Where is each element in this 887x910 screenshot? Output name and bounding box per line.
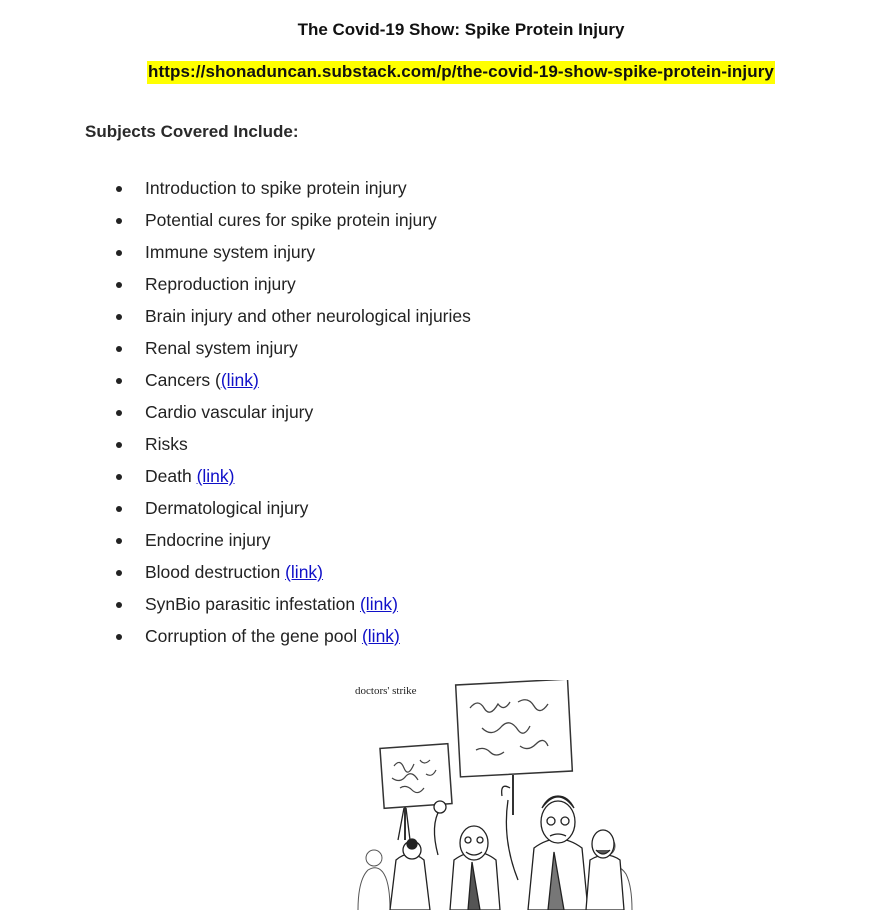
list-item-label: Potential cures for spike protein injury xyxy=(145,210,437,230)
bullet-icon xyxy=(116,634,122,640)
subjects-heading: Subjects Covered Include: xyxy=(85,122,299,141)
list-item-label: Cardio vascular injury xyxy=(145,402,314,422)
list-item-label: Blood destruction xyxy=(145,562,286,582)
bullet-icon xyxy=(116,378,122,384)
list-item-link[interactable]: (link) xyxy=(361,626,400,646)
bullet-icon xyxy=(116,570,122,576)
list-item-link[interactable]: (link) xyxy=(285,562,324,582)
bullet-icon xyxy=(116,538,122,544)
bullet-icon xyxy=(116,186,122,192)
list-item-label: Risks xyxy=(145,434,188,454)
bullet-icon xyxy=(116,250,122,256)
list-item-text xyxy=(145,271,296,298)
list-item-text xyxy=(145,303,471,330)
document-title: The Covid-19 Show: Spike Protein Injury xyxy=(297,20,625,39)
list-item-label: Corruption of the gene pool xyxy=(145,626,362,646)
list-item-link[interactable]: (link) xyxy=(196,466,235,486)
bullet-icon xyxy=(116,218,122,224)
highlighted-url[interactable]: https://shonaduncan.substack.com/p/the-covid-19-show-spike-protein-injury xyxy=(147,61,775,84)
bullet-icon xyxy=(116,410,122,416)
cartoon-caption: doctors' strike xyxy=(355,685,417,697)
list-item-text xyxy=(145,495,308,522)
bullet-icon xyxy=(116,282,122,288)
list-item-text xyxy=(145,367,259,394)
list-item-label: Endocrine injury xyxy=(145,530,271,550)
list-item-text xyxy=(145,175,407,202)
list-item-label: Death xyxy=(145,466,197,486)
list-item-link[interactable]: (link) xyxy=(220,370,259,390)
bullet-icon xyxy=(116,314,122,320)
doctors-strike-cartoon xyxy=(350,680,635,910)
list-item-label: Dermatological injury xyxy=(145,498,309,518)
list-item-text xyxy=(145,207,437,234)
bullet-icon xyxy=(116,442,122,448)
list-item-label: Cancers ( xyxy=(145,370,221,390)
bullet-icon xyxy=(116,602,122,608)
list-item-label: Immune system injury xyxy=(145,242,316,262)
bullet-icon xyxy=(116,346,122,352)
protest-sign-right xyxy=(456,680,573,815)
url-line xyxy=(0,61,887,84)
list-item-text xyxy=(145,335,298,362)
list-item-text xyxy=(145,623,400,650)
list-item-label: SynBio parasitic infestation xyxy=(145,594,360,614)
list-item-text xyxy=(145,239,315,266)
list-item-text xyxy=(145,431,188,458)
bullet-icon xyxy=(116,474,122,480)
list-item-label: Introduction to spike protein injury xyxy=(145,178,407,198)
list-item-label: Reproduction injury xyxy=(145,274,296,294)
list-item-text xyxy=(145,399,313,426)
list-item-link[interactable]: (link) xyxy=(359,594,398,614)
list-item-text xyxy=(145,559,323,586)
list-item-label: Renal system injury xyxy=(145,338,298,358)
list-item-label: Brain injury and other neurological injuries xyxy=(145,306,471,326)
list-item-text xyxy=(145,591,398,618)
list-item-text xyxy=(145,527,270,554)
protest-sign-left xyxy=(380,744,452,840)
bullet-icon xyxy=(116,506,122,512)
list-item-text xyxy=(145,463,234,490)
